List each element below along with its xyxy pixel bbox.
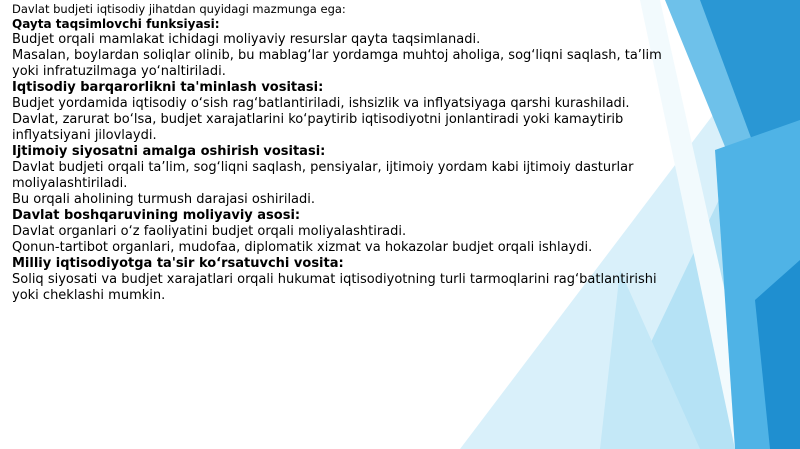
section-paragraph: Davlat organlari o‘z faoliyatini budjet orqali moliyalashtiradi. [12, 224, 407, 239]
section-paragraph: Davlat, zarurat bo‘lsa, budjet xarajatlarini ko‘paytirib iqtisodiyotni jonlantiradi yoki kamaytirib inflyatsiyani jilovlaydi. [12, 112, 624, 143]
section-paragraph: Bu orqali aholining turmush darajasi oshiriladi. [12, 192, 316, 207]
section-paragraph: Budjet orqali mamlakat ichidagi moliyaviy resurslar qayta taqsimlanadi. [12, 32, 481, 47]
section-paragraph: Soliq siyosati va budjet xarajatlari orqali hukumat iqtisodiyotning turli tarmoqlarini rag‘batlantirishi yoki cheklashi mumkin. [12, 272, 657, 303]
section-paragraph: Masalan, boylardan soliqlar olinib, bu mablag‘lar yordamga muhtoj aholiga, sog‘liqni saqlash, ta’lim yoki infratuzilmaga yo‘naltiriladi. [12, 48, 662, 79]
section-heading-economy-influence: Milliy iqtisodiyotga ta'sir ko‘rsatuvchi vosita: [12, 256, 344, 271]
intro-text: Davlat budjeti iqtisodiy jihatdan quyidagi mazmunga ega: [12, 2, 346, 16]
slide-content [12, 2, 662, 304]
section-heading-redistribution: Qayta taqsimlovchi funksiyasi: [12, 17, 220, 31]
section-heading-governance: Davlat boshqaruvining moliyaviy asosi: [12, 208, 301, 223]
section-heading-stability: Iqtisodiy barqarorlikni ta'minlash vositasi: [12, 80, 324, 95]
section-heading-social-policy: Ijtimoiy siyosatni amalga oshirish vositasi: [12, 144, 326, 159]
section-paragraph: Budjet yordamida iqtisodiy o‘sish rag‘batlantiriladi, ishsizlik va inflyatsiyaga qarshi kurashiladi. [12, 96, 630, 111]
section-paragraph: Davlat budjeti orqali ta’lim, sog‘liqni saqlash, pensiyalar, ijtimoiy yordam kabi ijtimoiy dasturlar moliyalashtiriladi. [12, 160, 634, 191]
section-paragraph: Qonun-tartibot organlari, mudofaa, diplomatik xizmat va hokazolar budjet orqali ishlaydi. [12, 240, 593, 255]
